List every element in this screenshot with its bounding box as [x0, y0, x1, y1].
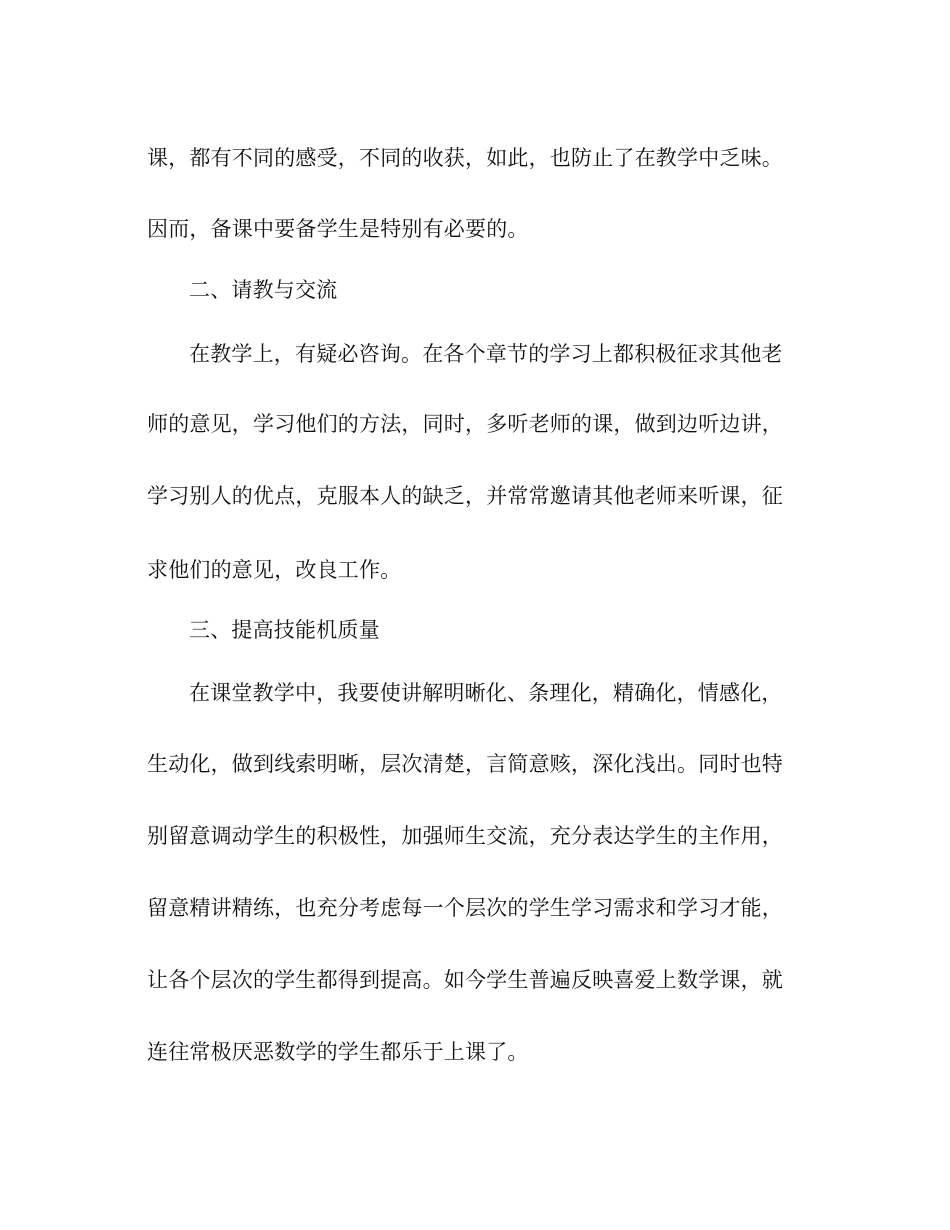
- paragraph-line: 让各个层次的学生都得到提高。如今学生普遍反映喜爱上数学课，就: [147, 968, 783, 992]
- paragraph-line: 生动化，做到线索明晰，层次清楚，言简意赅，深化浅出。同时也特: [147, 752, 783, 776]
- paragraph-line: 在课堂教学中，我要使讲解明晰化、条理化，精确化，情感化，: [189, 681, 783, 705]
- section-heading: 三、提高技能机质量: [189, 618, 380, 642]
- paragraph-line: 连往常极厌恶数学的学生都乐于上课了。: [147, 1040, 529, 1064]
- paragraph-line: 课，都有不同的感受，不同的收获，如此，也防止了在教学中乏味。: [147, 146, 783, 170]
- paragraph-line: 留意精讲精练，也充分考虑每一个层次的学生学习需求和学习才能，: [147, 896, 783, 920]
- paragraph-line: 求他们的意见，改良工作。: [147, 558, 402, 582]
- paragraph-line: 在教学上，有疑必咨询。在各个章节的学习上都积极征求其他老: [189, 342, 783, 366]
- paragraph-line: 师的意见，学习他们的方法，同时，多听老师的课，做到边听边讲，: [147, 412, 783, 436]
- paragraph-line: 学习别人的优点，克服本人的缺乏，并常常邀请其他老师来听课，征: [147, 484, 783, 508]
- paragraph-line: 别留意调动学生的积极性，加强师生交流，充分表达学生的主作用，: [147, 824, 783, 848]
- paragraph-line: 因而，备课中要备学生是特别有必要的。: [147, 217, 529, 241]
- section-heading: 二、请教与交流: [189, 278, 338, 302]
